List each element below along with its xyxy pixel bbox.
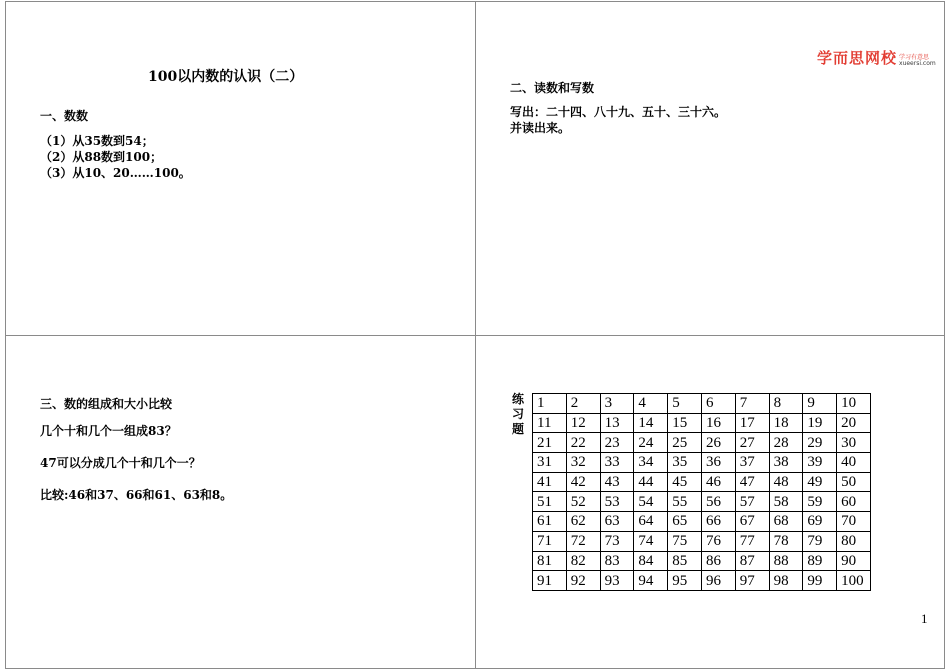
table-row — [533, 551, 871, 571]
grid-cell: 25 — [668, 433, 702, 453]
grid-cell: 53 — [600, 492, 634, 512]
grid-cell: 37 — [735, 453, 769, 473]
grid-cell: 96 — [701, 571, 735, 591]
logo-side — [899, 55, 936, 68]
grid-cell: 40 — [837, 453, 871, 473]
grid-cell: 91 — [533, 571, 567, 591]
grid-cell: 6 — [701, 394, 735, 414]
grid-cell: 97 — [735, 571, 769, 591]
grid-cell: 28 — [769, 433, 803, 453]
grid-cell: 31 — [533, 453, 567, 473]
table-row — [533, 453, 871, 473]
exercise-label — [511, 392, 525, 437]
grid-cell: 32 — [566, 453, 600, 473]
grid-cell: 47 — [735, 472, 769, 492]
grid-cell: 95 — [668, 571, 702, 591]
grid-cell: 81 — [533, 551, 567, 571]
grid-cell: 13 — [600, 413, 634, 433]
grid-cell: 93 — [600, 571, 634, 591]
grid-cell: 48 — [769, 472, 803, 492]
grid-cell: 24 — [634, 433, 668, 453]
grid-cell: 69 — [803, 512, 837, 532]
grid-cell: 51 — [533, 492, 567, 512]
grid-cell: 42 — [566, 472, 600, 492]
table-row — [533, 394, 871, 414]
grid-cell: 99 — [803, 571, 837, 591]
grid-cell: 73 — [600, 531, 634, 551]
grid-cell: 2 — [566, 394, 600, 414]
grid-cell: 27 — [735, 433, 769, 453]
grid-cell: 5 — [668, 394, 702, 414]
grid-cell: 16 — [701, 413, 735, 433]
grid-cell: 38 — [769, 453, 803, 473]
exercise-label-char: 习 — [511, 407, 524, 421]
grid-cell: 92 — [566, 571, 600, 591]
grid-cell: 94 — [634, 571, 668, 591]
school-logo — [817, 47, 936, 68]
grid-cell: 77 — [735, 531, 769, 551]
logo-url: xueersi.com — [899, 60, 936, 67]
slide1-item-2: （2）从88数到100； — [40, 150, 163, 164]
grid-cell: 64 — [634, 512, 668, 532]
grid-cell: 54 — [634, 492, 668, 512]
grid-cell: 66 — [701, 512, 735, 532]
grid-cell: 55 — [668, 492, 702, 512]
grid-cell: 3 — [600, 394, 634, 414]
grid-cell: 39 — [803, 453, 837, 473]
table-row — [533, 433, 871, 453]
exercise-label-char: 题 — [511, 422, 524, 436]
table-row — [533, 571, 871, 591]
grid-cell: 17 — [735, 413, 769, 433]
grid-cell: 85 — [668, 551, 702, 571]
grid-cell: 60 — [837, 492, 871, 512]
grid-cell: 70 — [837, 512, 871, 532]
grid-cell: 19 — [803, 413, 837, 433]
grid-cell: 67 — [735, 512, 769, 532]
grid-cell: 7 — [735, 394, 769, 414]
table-row — [533, 472, 871, 492]
slide3-question-2: 47可以分成几个十和几个一？ — [40, 456, 201, 470]
grid-cell: 33 — [600, 453, 634, 473]
grid-cell: 50 — [837, 472, 871, 492]
grid-cell: 56 — [701, 492, 735, 512]
slide2-section-heading: 二、读数和写数 — [510, 81, 595, 95]
grid-cell: 23 — [600, 433, 634, 453]
grid-cell: 22 — [566, 433, 600, 453]
grid-cell: 89 — [803, 551, 837, 571]
grid-cell: 78 — [769, 531, 803, 551]
grid-cell: 76 — [701, 531, 735, 551]
hundred-chart-table — [532, 393, 871, 591]
grid-cell: 36 — [701, 453, 735, 473]
grid-cell: 57 — [735, 492, 769, 512]
grid-cell: 82 — [566, 551, 600, 571]
logo-slogan: 学习有意思 — [899, 54, 930, 61]
table-row — [533, 413, 871, 433]
grid-cell: 71 — [533, 531, 567, 551]
grid-cell: 35 — [668, 453, 702, 473]
grid-cell: 74 — [634, 531, 668, 551]
slide2-line-2: 并读出来。 — [510, 121, 571, 135]
grid-cell: 34 — [634, 453, 668, 473]
slide1-section-heading: 一、数数 — [40, 109, 89, 123]
grid-cell: 41 — [533, 472, 567, 492]
grid-cell: 43 — [600, 472, 634, 492]
grid-cell: 10 — [837, 394, 871, 414]
grid-cell: 80 — [837, 531, 871, 551]
grid-cell: 75 — [668, 531, 702, 551]
grid-cell: 100 — [837, 571, 871, 591]
slide3-question-1: 几个十和几个一组成83？ — [40, 424, 177, 438]
slide1-item-3: （3）从10、20……100。 — [40, 166, 191, 180]
grid-cell: 44 — [634, 472, 668, 492]
grid-cell: 20 — [837, 413, 871, 433]
grid-cell: 18 — [769, 413, 803, 433]
grid-cell: 45 — [668, 472, 702, 492]
grid-cell: 49 — [803, 472, 837, 492]
grid-cell: 68 — [769, 512, 803, 532]
slide3-section-heading: 三、数的组成和大小比较 — [40, 397, 173, 411]
table-row — [533, 492, 871, 512]
slide1-item-1: （1）从35数到54； — [40, 134, 154, 148]
grid-cell: 87 — [735, 551, 769, 571]
grid-cell: 52 — [566, 492, 600, 512]
page-number: 1 — [921, 611, 928, 626]
grid-cell: 46 — [701, 472, 735, 492]
grid-cell: 83 — [600, 551, 634, 571]
grid-cell: 1 — [533, 394, 567, 414]
table-row — [533, 512, 871, 532]
grid-cell: 79 — [803, 531, 837, 551]
grid-cell: 12 — [566, 413, 600, 433]
exercise-label-char: 练 — [511, 392, 524, 406]
grid-cell: 14 — [634, 413, 668, 433]
grid-cell: 26 — [701, 433, 735, 453]
grid-cell: 29 — [803, 433, 837, 453]
grid-cell: 62 — [566, 512, 600, 532]
grid-cell: 30 — [837, 433, 871, 453]
table-row — [533, 531, 871, 551]
grid-cell: 59 — [803, 492, 837, 512]
grid-cell: 8 — [769, 394, 803, 414]
grid-cell: 72 — [566, 531, 600, 551]
grid-cell: 90 — [837, 551, 871, 571]
grid-cell: 4 — [634, 394, 668, 414]
grid-cell: 84 — [634, 551, 668, 571]
grid-cell: 86 — [701, 551, 735, 571]
logo-name: 学而思网校 — [817, 49, 898, 67]
grid-cell: 15 — [668, 413, 702, 433]
grid-cell: 98 — [769, 571, 803, 591]
grid-cell: 9 — [803, 394, 837, 414]
grid-cell: 65 — [668, 512, 702, 532]
slide2-line-1: 写出：二十四、八十九、五十、三十六。 — [510, 105, 727, 119]
slide1-title: 100以内数的认识（二） — [148, 69, 304, 85]
grid-cell: 11 — [533, 413, 567, 433]
slide3-question-3: 比较:46和37、66和61、63和8。 — [40, 488, 233, 502]
grid-cell: 88 — [769, 551, 803, 571]
grid-cell: 21 — [533, 433, 567, 453]
grid-cell: 61 — [533, 512, 567, 532]
grid-cell: 58 — [769, 492, 803, 512]
horizontal-divider — [5, 335, 945, 336]
grid-cell: 63 — [600, 512, 634, 532]
